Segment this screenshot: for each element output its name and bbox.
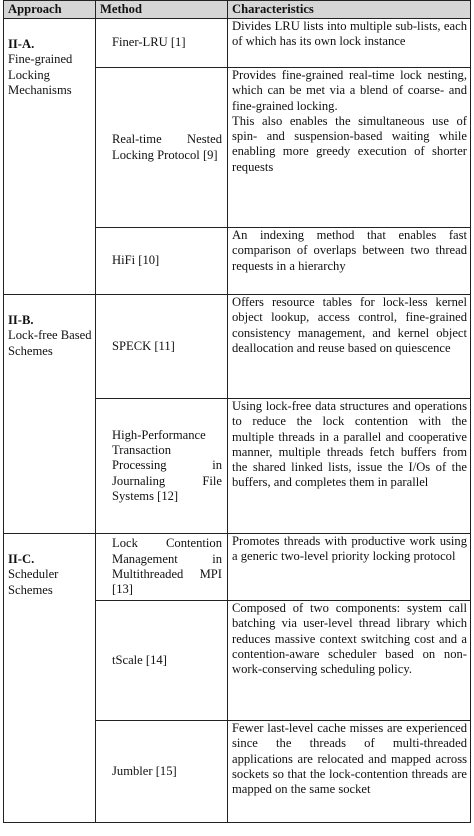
header-characteristics: Characteristics [228, 1, 471, 19]
table-row [4, 534, 471, 601]
method-cell: Jumbler [15] [96, 721, 228, 823]
table-row [4, 295, 471, 399]
characteristics-cell [228, 228, 471, 295]
characteristics-text: An indexing method that enables fast comparison of overlaps between two thread requests in a hierarchy [232, 228, 467, 273]
characteristics-cell [228, 601, 471, 721]
characteristics-cell [228, 399, 471, 534]
method-cell: Lock Contention Management in Multithreaded MPI [13] [96, 534, 228, 601]
comparison-table [3, 0, 471, 823]
method-cell: High-Performance Transaction Processing in Journaling File Systems [12] [96, 399, 228, 534]
approach-cell [4, 295, 96, 534]
characteristics-cell [228, 295, 471, 399]
header-row [4, 1, 471, 19]
method-cell: Finer-LRU [1] [96, 19, 228, 68]
characteristics-text: Divides LRU lists into multiple sub-lists, each of which has its own lock instance [232, 19, 467, 49]
characteristics-text: Fewer last-level cache misses are experienced since the threads of multi-threaded applications are relocated and mapped across sockets so that the lock-contention threads are mapped on the same socket [232, 721, 467, 797]
approach-code: II-A. [8, 37, 35, 51]
header-method: Method [96, 1, 228, 19]
method-cell: Real-time Nested Locking Protocol [9] [96, 68, 228, 228]
method-cell: SPECK [11] [96, 295, 228, 399]
header-approach: Approach [4, 1, 96, 19]
approach-code: II-C. [8, 552, 35, 566]
table-row [4, 19, 471, 68]
characteristics-text: This also enables the simultaneous use of spin- and suspension-based waiting while enabling more greedy execution of shorter requests [232, 113, 467, 174]
characteristics-text: Offers resource tables for lock-less kernel object lookup, access control, fine-grained consistency management, and kernel object deallocation and reuse based on quiescence [232, 295, 467, 355]
characteristics-text: Using lock-free data structures and operations to reduce the lock contention with the multiple threads in a parallel and cooperative manner, multiple threads fetch buffers from the shared linked lists, issue the I/Os of the buffers, and completes them in parallel [232, 399, 467, 490]
characteristics-cell [228, 534, 471, 601]
approach-cell [4, 534, 96, 823]
method-cell: tScale [14] [96, 601, 228, 721]
characteristics-text: Composed of two components: system call batching via user-level thread library which reduces massive context switching cost and a contention-aware scheduler based on non-work-conserving scheduling policy. [232, 601, 467, 677]
characteristics-cell [228, 68, 471, 228]
characteristics-cell [228, 721, 471, 823]
characteristics-text: Promotes threads with productive work using a generic two-level priority locking protocol [232, 534, 467, 564]
approach-name: Lock-free Based Schemes [8, 328, 92, 358]
approach-name: Fine-grained Locking Mechanisms [8, 52, 73, 97]
approach-name: Scheduler Schemes [8, 567, 59, 597]
characteristics-text: Provides fine-grained real-time lock nesting, which can be met via a blend of coarse- and fine-grained locking. [232, 68, 467, 113]
method-cell: HiFi [10] [96, 228, 228, 295]
characteristics-cell [228, 19, 471, 68]
approach-cell [4, 19, 96, 295]
approach-code: II-B. [8, 313, 34, 327]
